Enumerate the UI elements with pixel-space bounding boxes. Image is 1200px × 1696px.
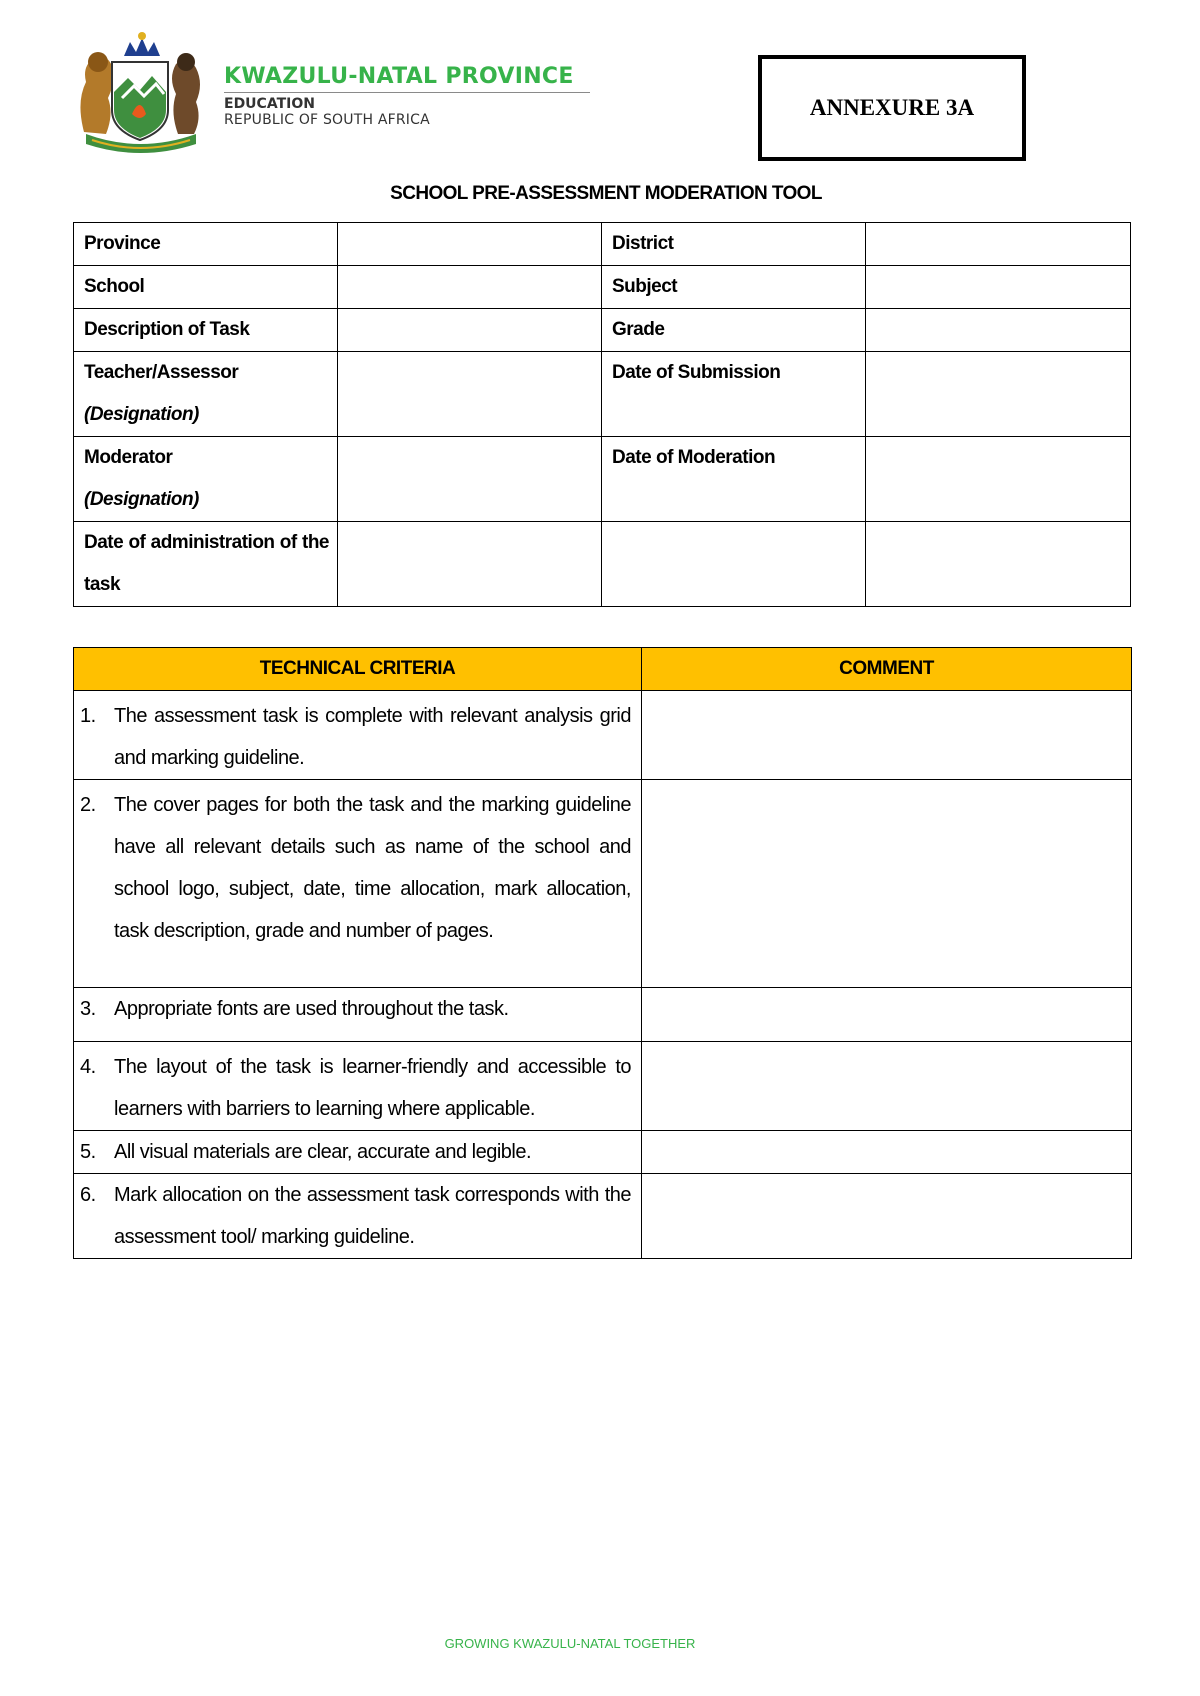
table-row (74, 780, 1132, 988)
subject-label: Subject (602, 266, 866, 309)
criterion-cell (74, 780, 642, 988)
criterion-cell (74, 691, 642, 780)
description-label: Description of Task (74, 309, 338, 352)
criterion-cell (74, 1131, 642, 1174)
table-row (74, 691, 1132, 780)
page-header (0, 0, 1200, 175)
comment-field[interactable] (642, 691, 1132, 780)
moderator-value-field[interactable] (338, 437, 602, 522)
criterion-number: 2. (80, 794, 96, 816)
province-label: Province (74, 223, 338, 266)
table-row (74, 1131, 1132, 1174)
criterion-text: The assessment task is complete with relevant analysis grid and marking guideline. (114, 705, 631, 769)
table-row (74, 1174, 1132, 1259)
task-details-table (73, 222, 1131, 607)
comment-field[interactable] (642, 988, 1132, 1042)
subject-value-field[interactable] (866, 266, 1131, 309)
teacher-value-field[interactable] (338, 352, 602, 437)
criterion-number: 1. (80, 705, 96, 727)
province-value-field[interactable] (338, 223, 602, 266)
table-row (74, 437, 1131, 522)
organization-divider (224, 92, 590, 93)
comment-field[interactable] (642, 780, 1132, 988)
date-administration-value-field[interactable] (338, 522, 602, 607)
criterion-cell (74, 988, 642, 1042)
date-submission-value-field[interactable] (866, 352, 1131, 437)
annexure-label: ANNEXURE 3A (809, 95, 975, 120)
teacher-designation-label: (Designation) (84, 404, 199, 425)
document-title: SCHOOL PRE-ASSESSMENT MODERATION TOOL (390, 183, 822, 204)
comment-column-header: COMMENT (642, 648, 1132, 691)
comment-field[interactable] (642, 1174, 1132, 1259)
table-row (74, 988, 1132, 1042)
criterion-cell (74, 1174, 642, 1259)
date-administration-extra-field[interactable] (602, 522, 866, 607)
grade-label: Grade (602, 309, 866, 352)
criterion-number: 4. (80, 1056, 96, 1078)
criterion-text: Appropriate fonts are used throughout the task. (114, 998, 509, 1020)
department-name: EDUCATION (224, 96, 315, 112)
criterion-number: 5. (80, 1141, 96, 1163)
description-value-field[interactable] (338, 309, 602, 352)
criterion-number: 3. (80, 998, 96, 1020)
moderator-label: Moderator (84, 447, 173, 468)
organization-name: KWAZULU-NATAL PROVINCE (224, 64, 574, 89)
comment-field[interactable] (642, 1131, 1132, 1174)
country-name: REPUBLIC OF SOUTH AFRICA (224, 112, 430, 128)
coat-of-arms-logo (72, 22, 207, 154)
comment-field[interactable] (642, 1042, 1132, 1131)
criterion-cell (74, 1042, 642, 1131)
moderator-designation-label: (Designation) (84, 489, 199, 510)
table-row (74, 1042, 1132, 1131)
table-row (74, 309, 1131, 352)
district-label: District (602, 223, 866, 266)
criterion-text: Mark allocation on the assessment task corresponds with the assessment tool/ marking guideline. (114, 1184, 631, 1248)
criterion-text: All visual materials are clear, accurate and legible. (114, 1141, 532, 1163)
annexure-label-box (758, 55, 1026, 161)
school-value-field[interactable] (338, 266, 602, 309)
school-label: School (74, 266, 338, 309)
table-row (74, 522, 1131, 607)
teacher-label: Teacher/Assessor (84, 362, 239, 383)
date-administration-label: Date of administration of the task (74, 522, 338, 607)
criterion-number: 6. (80, 1184, 96, 1206)
technical-criteria-table (73, 647, 1132, 1259)
table-row (74, 223, 1131, 266)
date-moderation-label: Date of Moderation (602, 437, 866, 522)
table-header-row (74, 648, 1132, 691)
teacher-label-cell (74, 352, 338, 437)
organization-block (224, 64, 590, 128)
criteria-column-header: TECHNICAL CRITERIA (74, 648, 642, 691)
date-administration-extra-field-2[interactable] (866, 522, 1131, 607)
grade-value-field[interactable] (866, 309, 1131, 352)
moderator-label-cell (74, 437, 338, 522)
table-row (74, 266, 1131, 309)
district-value-field[interactable] (866, 223, 1131, 266)
table-row (74, 352, 1131, 437)
date-submission-label: Date of Submission (602, 352, 866, 437)
criterion-text: The cover pages for both the task and the marking guideline have all relevant details such as name of the school and school logo, subject, date, time allocation, mark allocation, task description, grade and number of pages. (114, 794, 631, 942)
footer-slogan: GROWING KWAZULU-NATAL TOGETHER (444, 1636, 696, 1651)
criterion-text: The layout of the task is learner-friendly and accessible to learners with barriers to learning where applicable. (114, 1056, 631, 1120)
date-moderation-value-field[interactable] (866, 437, 1131, 522)
